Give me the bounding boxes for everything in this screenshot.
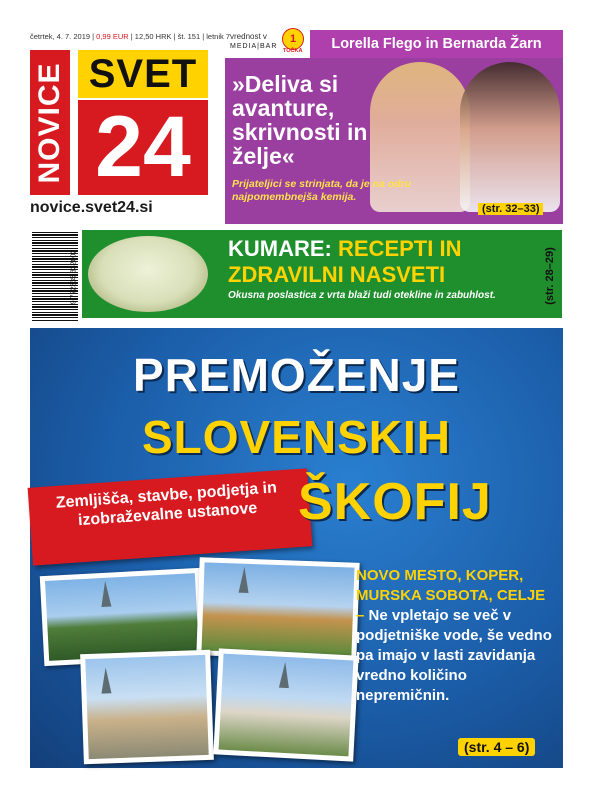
main-body-text <box>356 566 556 706</box>
masthead-novice-text: NOVICE <box>33 61 66 184</box>
main-headline-1: PREMOŽENJE <box>133 349 460 401</box>
main-red-box-text: Zemljišča, stavbe, podjetja in izobraževalne ustanove <box>55 479 278 530</box>
value-badge-line2: MEDIA|BAR <box>230 43 278 50</box>
masthead-number <box>78 100 208 195</box>
main-places: NOVO MESTO, KOPER, MURSKA SOBOTA, CELJE – <box>356 567 546 624</box>
issue-price: 0,99 EUR <box>96 32 129 41</box>
feature-green-title-white: KUMARE: <box>228 236 338 261</box>
main-headline-2: SLOVENSKIH <box>141 411 452 463</box>
points-badge: 1 <box>282 28 304 50</box>
feature-green-title-line2: ZDRAVILNI NASVETI <box>228 262 446 287</box>
issue-date: četrtek, 4. 7. 2019 | <box>30 32 97 41</box>
photo-church-3 <box>80 650 214 764</box>
feature-green-title-line1 <box>228 236 461 262</box>
masthead-novice <box>30 50 70 195</box>
feature-top-quote: »Deliva si avanture, skrivnosti in želje« <box>232 71 368 169</box>
masthead-svet-text: SVET <box>88 52 198 96</box>
barcode-number <box>69 232 79 322</box>
masthead-url[interactable]: novice.svet24.si <box>30 199 153 216</box>
main-headline-3: ŠKOFIJ <box>298 473 492 531</box>
value-badge-line1: vrednost v <box>230 32 267 41</box>
feature-green-page <box>540 238 560 314</box>
feature-top-header-text: Lorella Flego in Bernarda Žarn <box>331 36 542 52</box>
issue-rest: | 12,50 HRK | št. 151 | letnik 7 <box>128 32 230 41</box>
photo-church-4 <box>213 648 358 761</box>
photo-church-2 <box>196 557 359 661</box>
feature-green-subtitle: Okusna poslastica z vrta blaži tudi otekline in zabuhlost. <box>228 290 496 301</box>
main-body: Ne vpletajo se več v podjetniške vode, še vedno pa imajo v lasti zavidanja vredno količino nepremičnin. <box>356 607 552 704</box>
feature-top-header[interactable] <box>310 30 563 58</box>
masthead-svet <box>78 50 208 98</box>
main-story-page: (str. 4 – 6) <box>458 738 535 756</box>
feature-top-page: (str. 32–33) <box>478 203 543 215</box>
soup-bowl-image <box>88 236 208 312</box>
masthead-number-text: 24 <box>95 99 191 195</box>
barcode-number-text: 9 772335 332002 <box>70 249 78 305</box>
feature-green-title-yellow1: RECEPTI IN <box>338 236 462 261</box>
feature-top-subtitle: Prijateljici se strinjata, da je na odru najpomembnejša kemija. <box>232 178 412 203</box>
issue-info <box>30 32 230 41</box>
photo-bernarda <box>460 62 560 212</box>
feature-green-page-text: (str. 28–29) <box>544 247 556 305</box>
points-label: TOČKA <box>283 48 303 54</box>
